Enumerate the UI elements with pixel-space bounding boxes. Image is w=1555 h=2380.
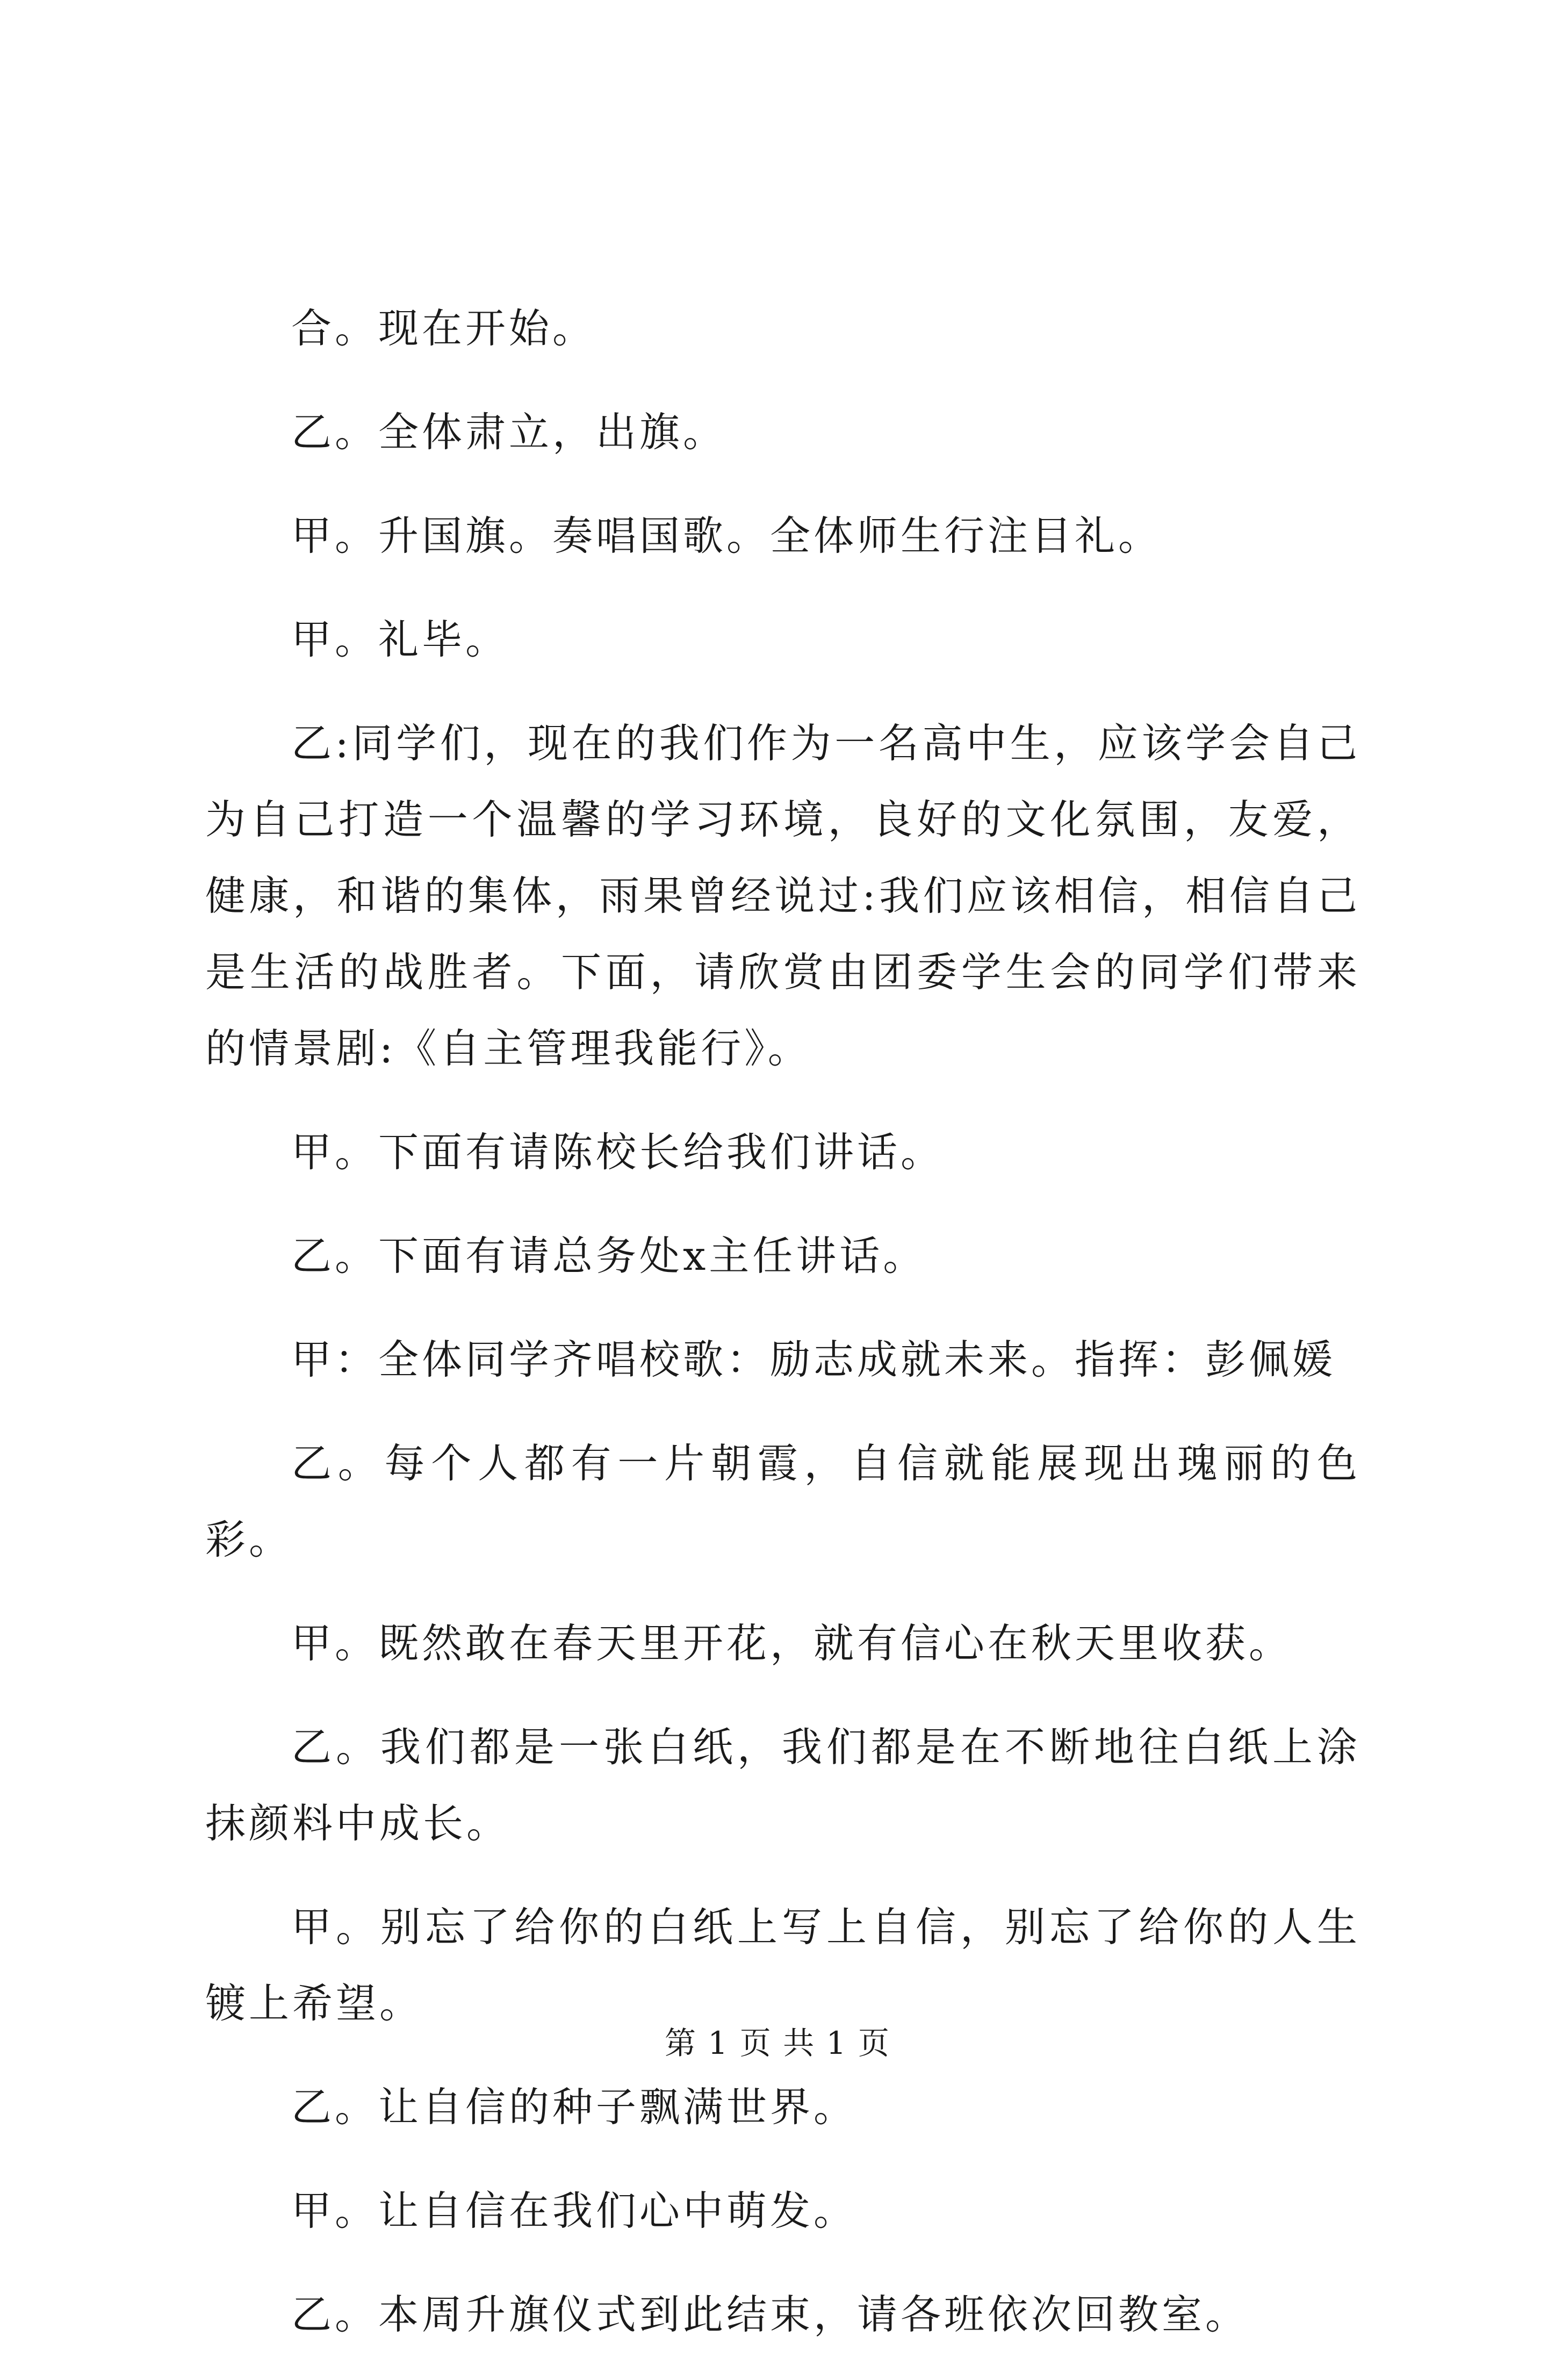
- paragraph-10: 甲。既然敢在春天里开花，就有信心在秋天里收获。: [291, 1620, 1293, 1667]
- paragraph-2: 乙。全体肃立，出旗。: [291, 408, 727, 456]
- paragraph-1: 合。现在开始。: [291, 305, 596, 352]
- paragraph-7: 乙。下面有请总务处x主任讲话。: [291, 1232, 927, 1279]
- document-body: [205, 290, 1360, 2380]
- paragraph-8: 甲：全体同学齐唱校歌：励志成就未来。指挥：彭佩媛: [291, 1336, 1336, 1383]
- paragraph-11: 乙。我们都是一张白纸，我们都是在不断地往白纸上涂抹颜料中成长。: [205, 1723, 1360, 1847]
- paragraph-4: 甲。礼毕。: [291, 616, 509, 663]
- paragraph-3: 甲。升国旗。奏唱国歌。全体师生行注目礼。: [291, 512, 1162, 559]
- paragraph-14: 甲。让自信在我们心中萌发。: [291, 2187, 858, 2234]
- paragraph-13: 乙。让自信的种子飘满世界。: [291, 2083, 858, 2131]
- paragraph-15: 乙。本周升旗仪式到此结束，请各班依次回教室。: [291, 2291, 1249, 2338]
- page-footer: 第 1 页 共 1 页: [665, 2025, 890, 2061]
- paragraph-5: 乙:同学们，现在的我们作为一名高中生，应该学会自己为自己打造一个温馨的学习环境，良好的文化氛围，友爱，健康，和谐的集体，雨果曾经说过:我们应该相信，相信自己是生活的战胜者。下面，请欣赏由团委学生会的同学们带来的情景剧:《自主管理我能行》。: [205, 720, 1360, 1072]
- paragraph-9: 乙。每个人都有一片朝霞，自信就能展现出瑰丽的色彩。: [205, 1440, 1360, 1563]
- paragraph-6: 甲。下面有请陈校长给我们讲话。: [291, 1128, 945, 1176]
- paragraph-12: 甲。别忘了给你的白纸上写上自信，别忘了给你的人生镀上希望。: [205, 1903, 1360, 2027]
